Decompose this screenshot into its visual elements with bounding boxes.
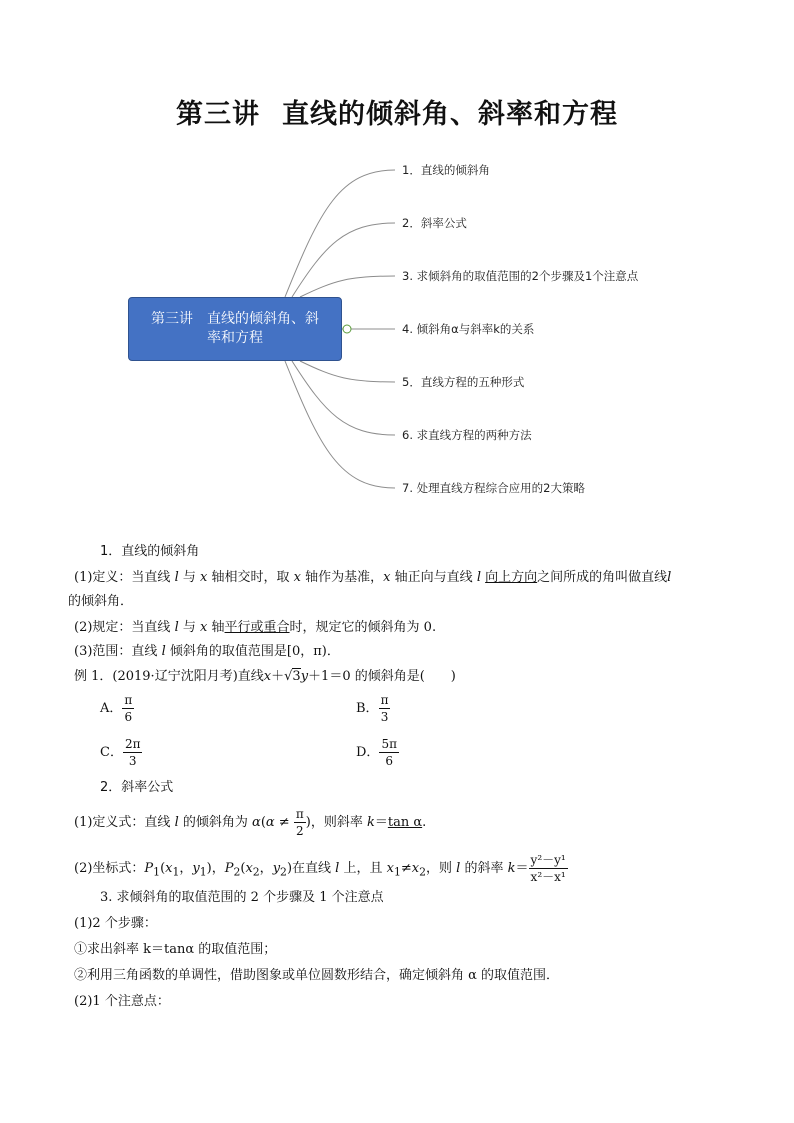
option-d: D． $\frac{5\pi}{6}$ [356,737,397,768]
branch-7: 7. 处理直线方程综合应用的2大策略 [402,481,585,495]
steps-label: (1)2 个步骤： [74,916,157,931]
mind-map-root [128,297,342,361]
step-1: ①求出斜率 k＝tanα 的取值范围； [74,942,277,957]
connector-7 [285,361,395,488]
section-3-heading: 3. 求倾斜角的取值范围的 2 个步骤及 1 个注意点 [100,890,384,905]
root-label-line2: 率和方程 [207,330,263,346]
section-2-heading: 2．斜率公式 [100,780,174,795]
branch-6: 6. 求直线方程的两种方法 [402,428,532,442]
root-label-line1: 第三讲 直线的倾斜角、斜 [151,311,319,327]
connector-1 [285,170,395,297]
mind-map [0,150,794,510]
connector-6 [292,361,395,435]
branch-1: 1．直线的倾斜角 [402,163,490,177]
slope-coordinate-form: (2)坐标式：$P_1(x_1$，$y_1$)，$P_2(x_2$，$y_2$)在直线 l 上，且 $x_1\ne x_2$，则 l 的斜率 k＝ $\frac{\text{y²－y¹}}{\text{x²－x¹}}$ [74,853,566,884]
range-line: (3)范围：直线 l 倾斜角的取值范围是[0，π)． [74,644,340,659]
connector-2 [292,223,395,297]
connector-5 [300,361,395,382]
page-title [0,92,794,131]
rule-line: (2)规定：当直线 l 与 x 轴平行或重合时，规定它的倾斜角为 0. [74,620,437,635]
section-1-heading: 1．直线的倾斜角 [100,544,200,559]
option-b: B． $\frac{\pi}{3}$ [356,693,389,724]
collapse-toggle-icon [343,325,351,333]
note-label: (2)1 个注意点： [74,994,170,1009]
connector-3 [300,276,395,297]
slope-definition: (1)定义式：直线 l 的倾斜角为 α(α ≠ $\frac{\pi}{2}$ )，则斜率 k＝tan α. [74,807,427,838]
mind-map-connectors [0,150,794,510]
title-topic: 直线的倾斜角、斜率和方程 [282,99,618,130]
branch-4: 4. 倾斜角α与斜率k的关系 [402,322,535,336]
step-2: ②利用三角函数的单调性，借助图象或单位圆数形结合，确定倾斜角 α 的取值范围． [74,968,560,983]
example-1: 例 1．(2019·辽宁沈阳月考)直线x＋√3y＋1＝0 的倾斜角是( ) [74,669,456,684]
branch-3: 3. 求倾斜角的取值范围的2个步骤及1个注意点 [402,269,639,283]
branch-2: 2．斜率公式 [402,216,467,230]
branch-5: 5．直线方程的五种形式 [402,375,525,389]
title-lecture: 第三讲 [176,99,260,130]
definition-continuation: 的倾斜角． [68,594,134,609]
option-c: C． $\frac{2\pi}{3}$ [100,737,141,768]
definition-line: (1)定义：当直线 l 与 x 轴相交时，取 x 轴作为基准，x 轴正向与直线 l 向上方向之间所成的角叫做直线l [74,570,672,585]
option-a: A． $\frac{\pi}{6}$ [100,693,133,724]
